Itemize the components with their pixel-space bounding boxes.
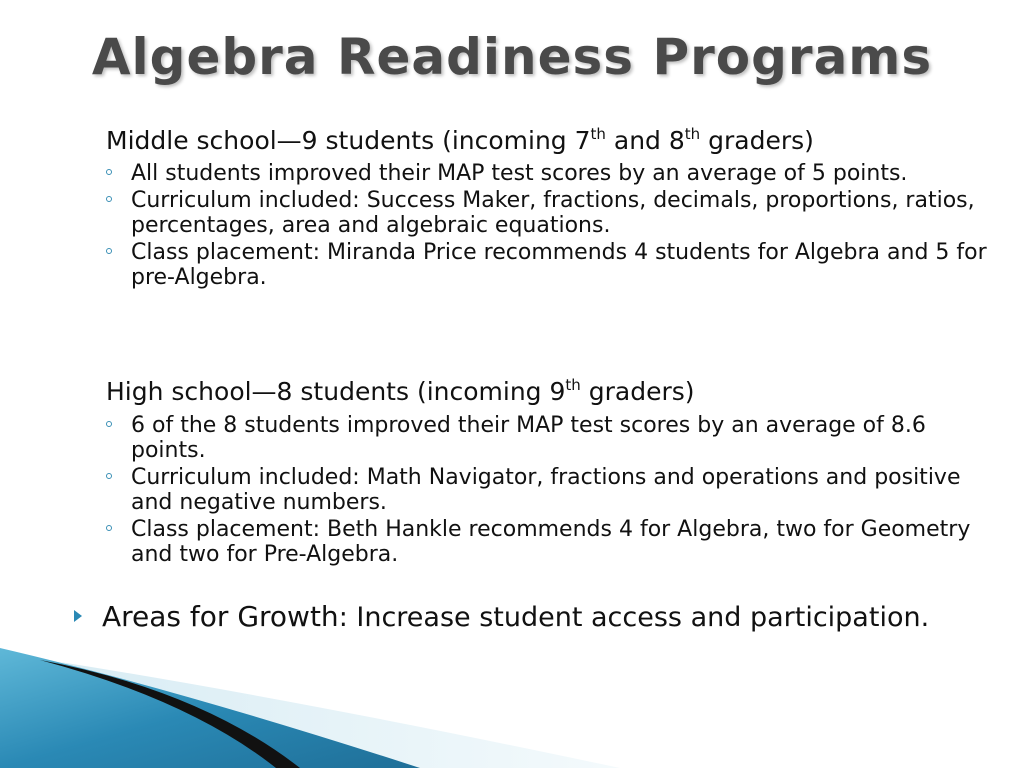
high-school-bullets [106, 413, 996, 569]
black-stripe [40, 660, 300, 768]
list-item: Curriculum included: Success Maker, fractions, decimals, proportions, ratios, percentages, area and algebraic equations. [106, 188, 996, 238]
pale-band [60, 662, 620, 768]
circle-bullet-icon [106, 473, 112, 479]
circle-bullet-icon [106, 169, 112, 175]
middle-school-bullets [106, 161, 996, 292]
growth-text: : Increase student access and participation. [338, 602, 930, 633]
slide-title: Algebra Readiness Programs [91, 28, 933, 86]
areas-for-growth [74, 600, 929, 633]
circle-bullet-icon [106, 525, 112, 531]
list-item: Curriculum included: Math Navigator, fractions and operations and positive and negative numbers. [106, 465, 996, 515]
list-item: Class placement: Beth Hankle recommends 4 for Algebra, two for Geometry and two for Pre-Algebra. [106, 517, 996, 567]
blue-wedge [0, 648, 420, 768]
growth-label: Areas for Growth [102, 600, 339, 633]
triangle-bullet-icon [74, 610, 82, 622]
high-school-heading: High school—8 students (incoming 9th graders) [106, 376, 695, 406]
list-item: 6 of the 8 students improved their MAP test scores by an average of 8.6 points. [106, 413, 996, 463]
circle-bullet-icon [106, 196, 112, 202]
middle-school-heading: Middle school—9 students (incoming 7th and 8th graders) [106, 125, 814, 155]
list-item: Class placement: Miranda Price recommends 4 students for Algebra and 5 for pre-Algebra. [106, 240, 996, 290]
circle-bullet-icon [106, 248, 112, 254]
list-item: All students improved their MAP test scores by an average of 5 points. [106, 161, 996, 186]
circle-bullet-icon [106, 421, 112, 427]
